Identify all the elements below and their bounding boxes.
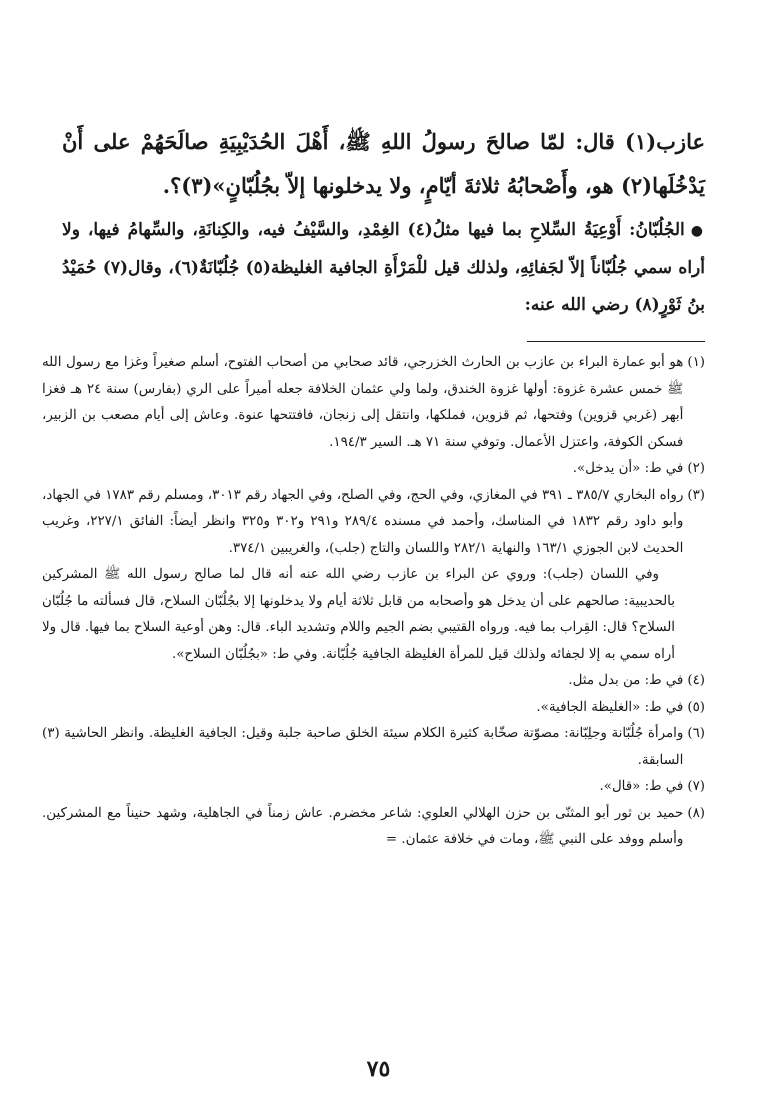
footnote-7 (42, 774, 705, 801)
footnote-number: (٤) (687, 673, 705, 688)
footnote-text: هو أبو عمارة البراء بن عازب بن الحارث الخزرجي، قائد صحابي من أصحاب الفتوح، أسلم صغيراً وغزا مع رسول الله ﷺ خمس عشرة غزوة: أولها غزوة الخندق، ولما ولي عثمان الخلافة جعله أميراً على الري (بفارس) سنة ٢٤ هـ فغزا أبهر (غربي قزوين) وفتحها، ثم قزوين، فملكها، وانتقل إلى زنجان، فافتتحها عنوة. وعاش إلى أيام مصعب بن الزبير، فسكن الكوفة، واعتزل الأعمال. وتوفي سنة ٧١ هـ. السير ١٩٤/٣. (42, 355, 684, 450)
footnote-number: (٦) (687, 726, 705, 741)
footnote-number: (٧) (687, 779, 705, 794)
footnote-5 (42, 695, 705, 722)
definition-text: الجُلُبّانُ: أَوْعِيَةُ السِّلاحِ بما فيها مثلُ(٤) الغِمْدِ، والسَّيْفُ فيه، والكِنانَةِ، والسِّهامُ فيها، ولا أراه سمي جُلُبّاناً إلاّ لجَفائِهِ، ولذلك قيل للْمَرْأَةِ الجافية الغليظة(٥) جُلُبّانَةٌ(٦)، وقال(٧) حُمَيْدُ بنُ ثَوْرٍ(٨) رضي الله عنه: (62, 220, 705, 315)
footnote-6 (42, 721, 705, 774)
hadith-paragraph: عازب(١) قال: لمّا صالحَ رسولُ اللهِ ﷺ، أَهْلَ الحُدَيْبِيَةِ صالَحَهُمْ على أَنْ يَدْخُلَها(٢) هو، وأَصْحابُهُ ثلاثةَ أيّامٍ، ولا يدخلونها إلاّ بجُلُبّانٍ»(٣)؟. (62, 129, 705, 198)
footnote-1 (42, 350, 705, 456)
footnote-text: في ط: «قال». (599, 779, 684, 794)
footnote-number: (٨) (687, 805, 705, 821)
footnotes (42, 350, 705, 854)
footnote-number: (٢) (687, 461, 705, 476)
page-number: ٧٥ (366, 1056, 391, 1082)
footnote-text: في ط: «أن يدخل». (572, 461, 684, 476)
footnote-number: (٣) (687, 487, 705, 503)
footnote-3 (42, 483, 705, 563)
main-text (62, 120, 705, 324)
footnote-text: وامرأة جُلُبّانة وجلِبّانة: مصوّتة صخّابة كثيرة الكلام سيئة الخلق صاحبة جلبة وقيل: الجافية الغليظة. وانظر الحاشية (٣) السابقة. (42, 726, 684, 768)
footnote-number: (١) (687, 355, 705, 370)
footnote-number: (٥) (687, 699, 705, 715)
footnote-text: حميد بن ثور أبو المثنّى بن حزن الهلالي العلوي: شاعر مخضرم. عاش زمناً في الجاهلية، وشهد حنيناً مع المشركين. وأسلم ووفد على النبي ﷺ، ومات في خلافة عثمان. = (42, 805, 684, 847)
footnote-text: في ط: من بدل مثل. (568, 673, 684, 688)
footnote-separator (527, 341, 705, 342)
footnote-3-continuation: وفي اللسان (جلب): وروي عن البراء بن عازب رضي الله عنه أنه قال لما صالح رسول الله ﷺ المشركين بالحديبية: صالحهم على أن يدخل هو وأصحابه من قابل ثلاثة أيام ولا يدخلونها إلا بجُلُبّان السلاح، قال فسألته ما جُلُبّان السلاح؟ قال: القِراب بما فيه. ورواه القتيبي بضم الجيم واللام وتشديد الباء. قال: وهن أوعية السلاح بما فيها. قال ولا أراه سمي به إلا لجفائه ولذلك قيل للمرأة الغليظة الجافية جُلُبّانة. وفي ط: «بجُلُبّان السلاح». (42, 567, 675, 662)
bullet-icon: ● (690, 223, 706, 239)
footnote-2 (42, 456, 705, 483)
footnote-text: رواه البخاري ٣٨٥/٧ ـ ٣٩١ في المغازي، وفي الحج، وفي الصلح، وفي الجهاد رقم ٣٠١٣، ومسلم رقم ١٧٨٣ في الجهاد، وأبو داود رقم ١٨٣٢ في المناسك، وأحمد في مسنده ٢٨٩/٤ و٢٩١ و٣٠٢ و٣٢٥ وانظر أيضاً: الفائق ٢٢٧/١، وغريب الحديث لابن الجوزي ١٦٣/١ والنهاية ٢٨٢/١ واللسان والتاج (جلب)، والغريبين ٣٧٤/١. (42, 487, 684, 556)
footnote-8 (42, 801, 705, 854)
footnote-text: في ط: «الغليظة الجافية». (536, 699, 684, 715)
footnote-4 (42, 668, 705, 695)
definition-paragraph (62, 212, 705, 324)
